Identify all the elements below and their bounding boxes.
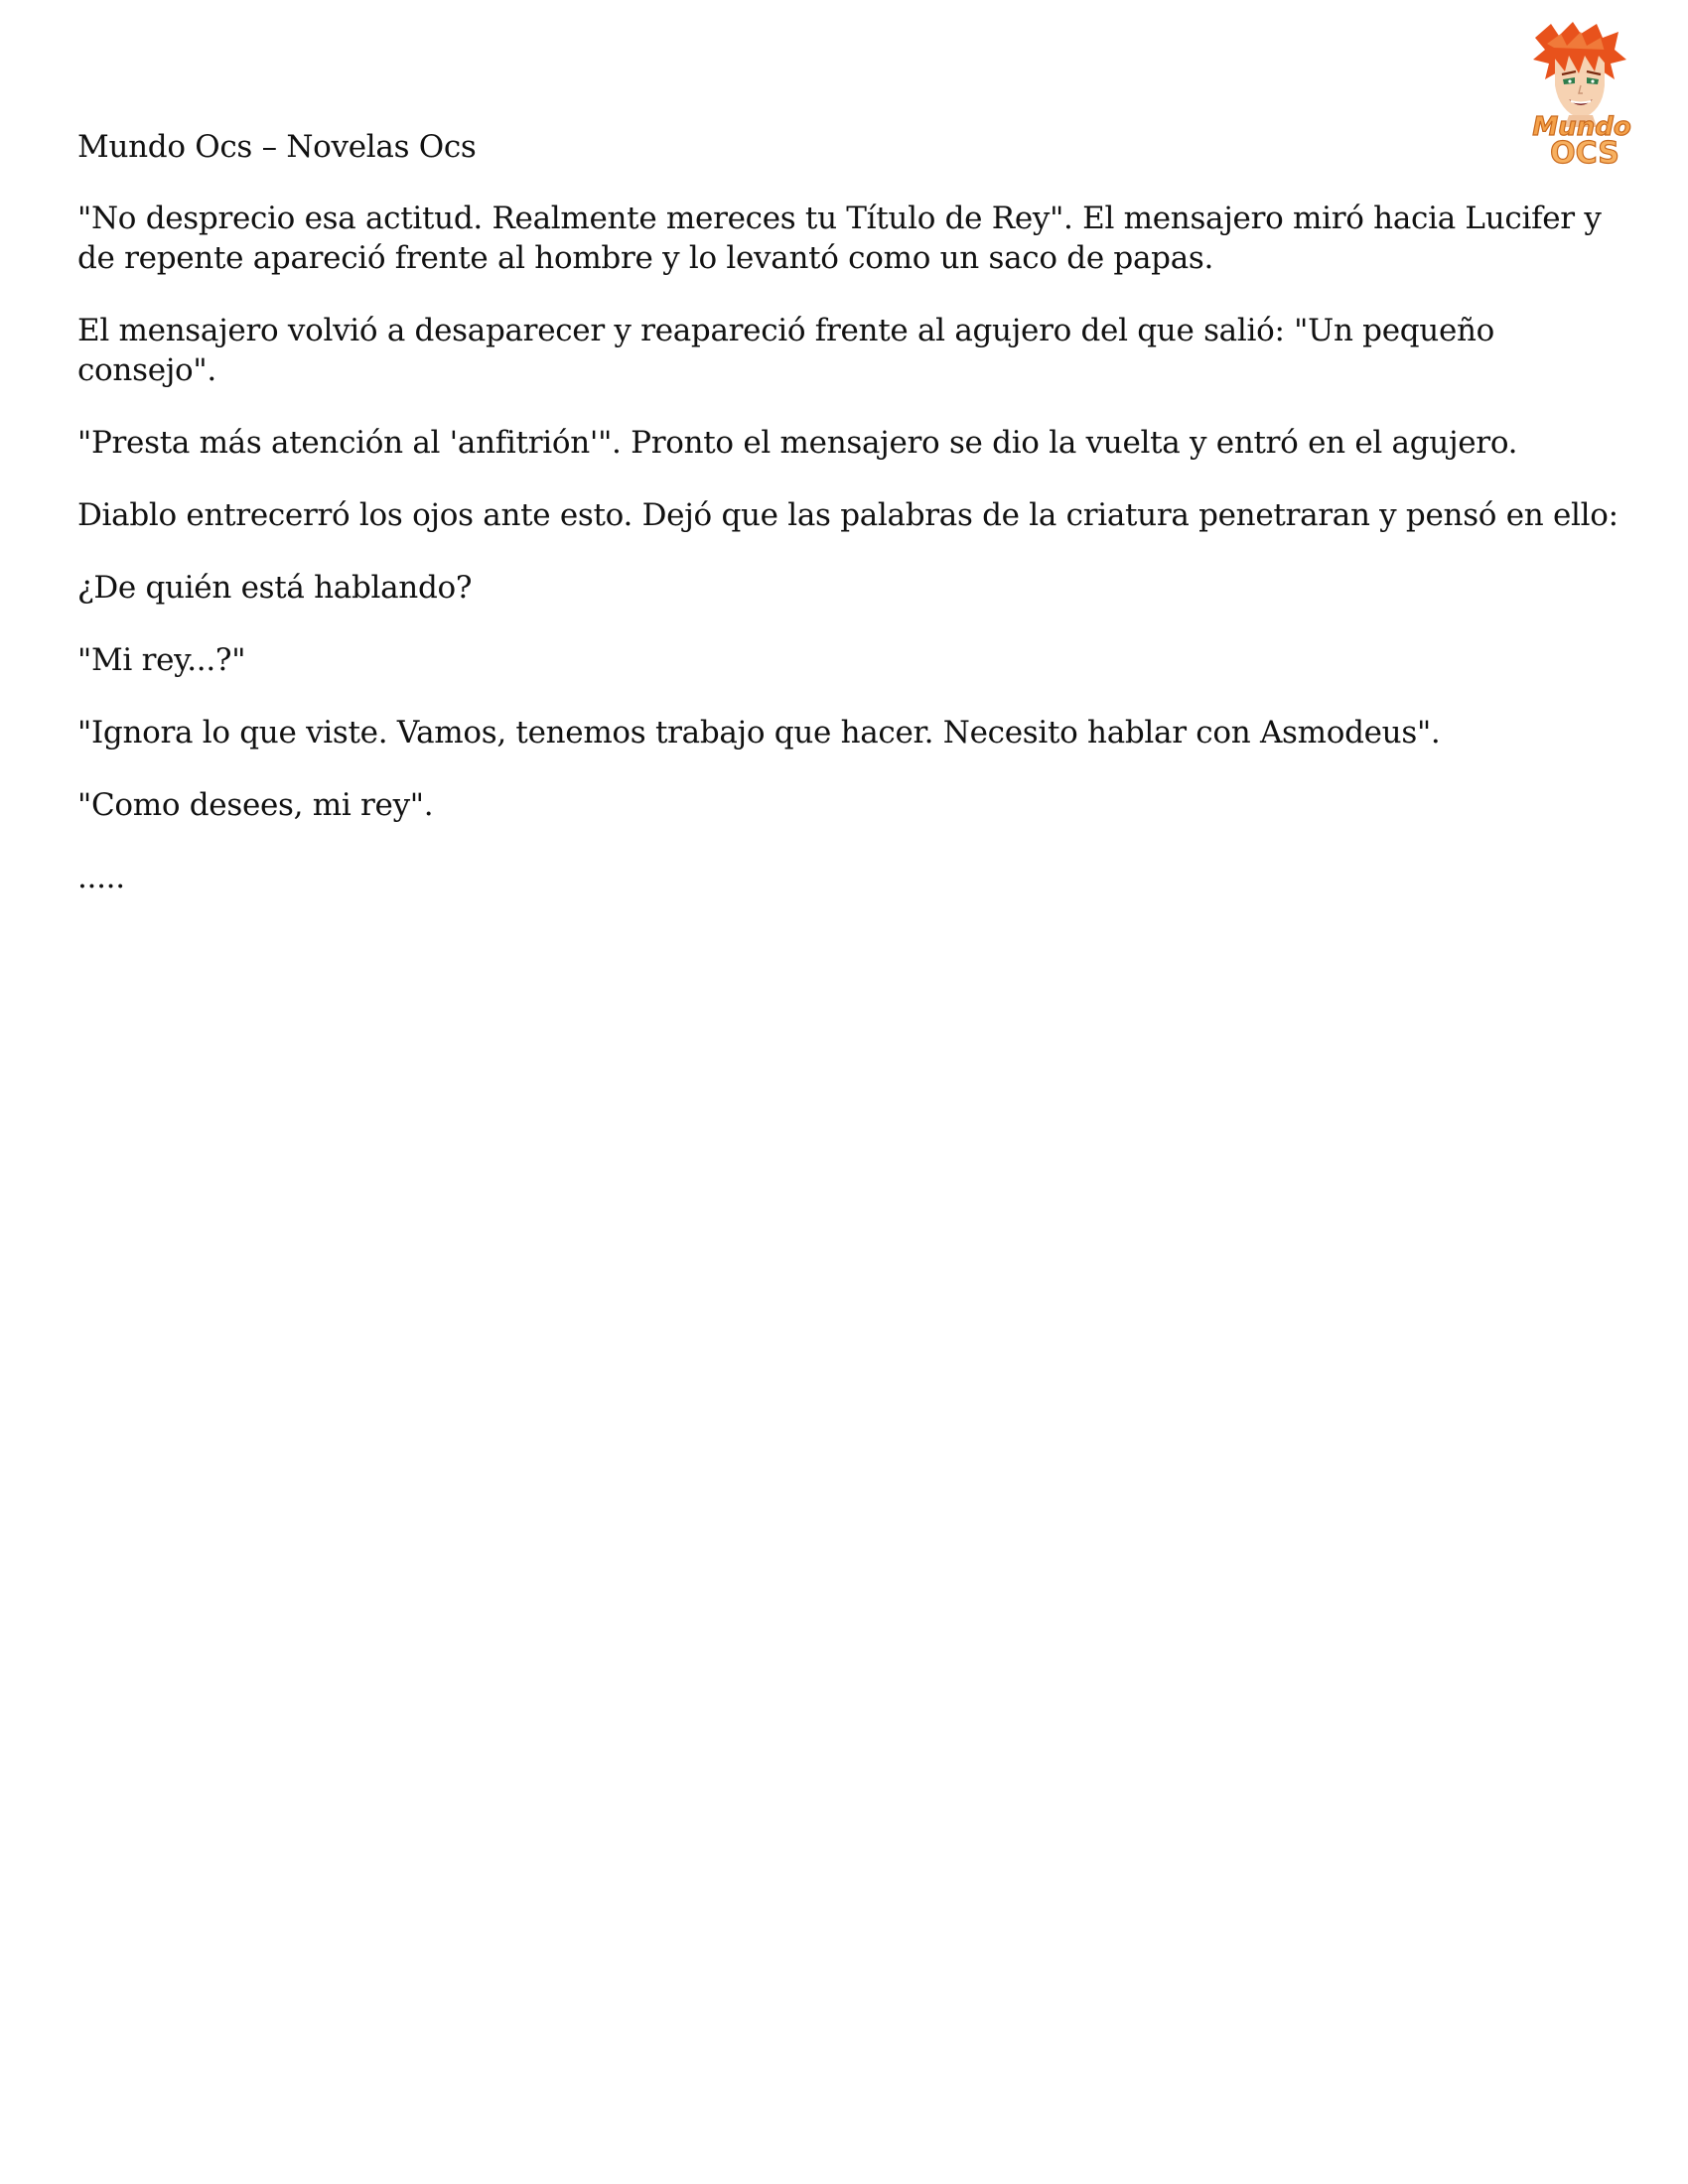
paragraph: "Ignora lo que viste. Vamos, tenemos trabajo que hacer. Necesito hablar con Asmodeus".: [77, 715, 1441, 751]
paragraph: El mensajero volvió a desaparecer y reapareció frente al agujero del que salió: "Un pequeño consejo".: [77, 313, 1495, 388]
document-header: Mundo Ocs – Novelas Ocs: [77, 129, 477, 165]
logo-text-mundo: Mundo: [1532, 112, 1631, 142]
paragraph: ¿De quién está hablando?: [77, 570, 473, 606]
paragraph: "Mi rey...?": [77, 642, 246, 678]
paragraph: "Como desees, mi rey".: [77, 787, 434, 823]
document-body: [77, 127, 1626, 930]
logo-text-ocs: OCS: [1550, 136, 1619, 171]
paragraph-ellipsis: .....: [77, 860, 125, 895]
paragraph: "No desprecio esa actitud. Realmente mereces tu Título de Rey". El mensajero miró hacia Lucifer y de repente apareció frente al hombre y lo levantó como un saco de papas.: [77, 201, 1602, 276]
paragraph: "Presta más atención al 'anfitrión'". Pronto el mensajero se dio la vuelta y entró en el agujero.: [77, 425, 1518, 461]
paragraph: Diablo entrecerró los ojos ante esto. Dejó que las palabras de la criatura penetraran y pensó en ello:: [77, 497, 1618, 533]
